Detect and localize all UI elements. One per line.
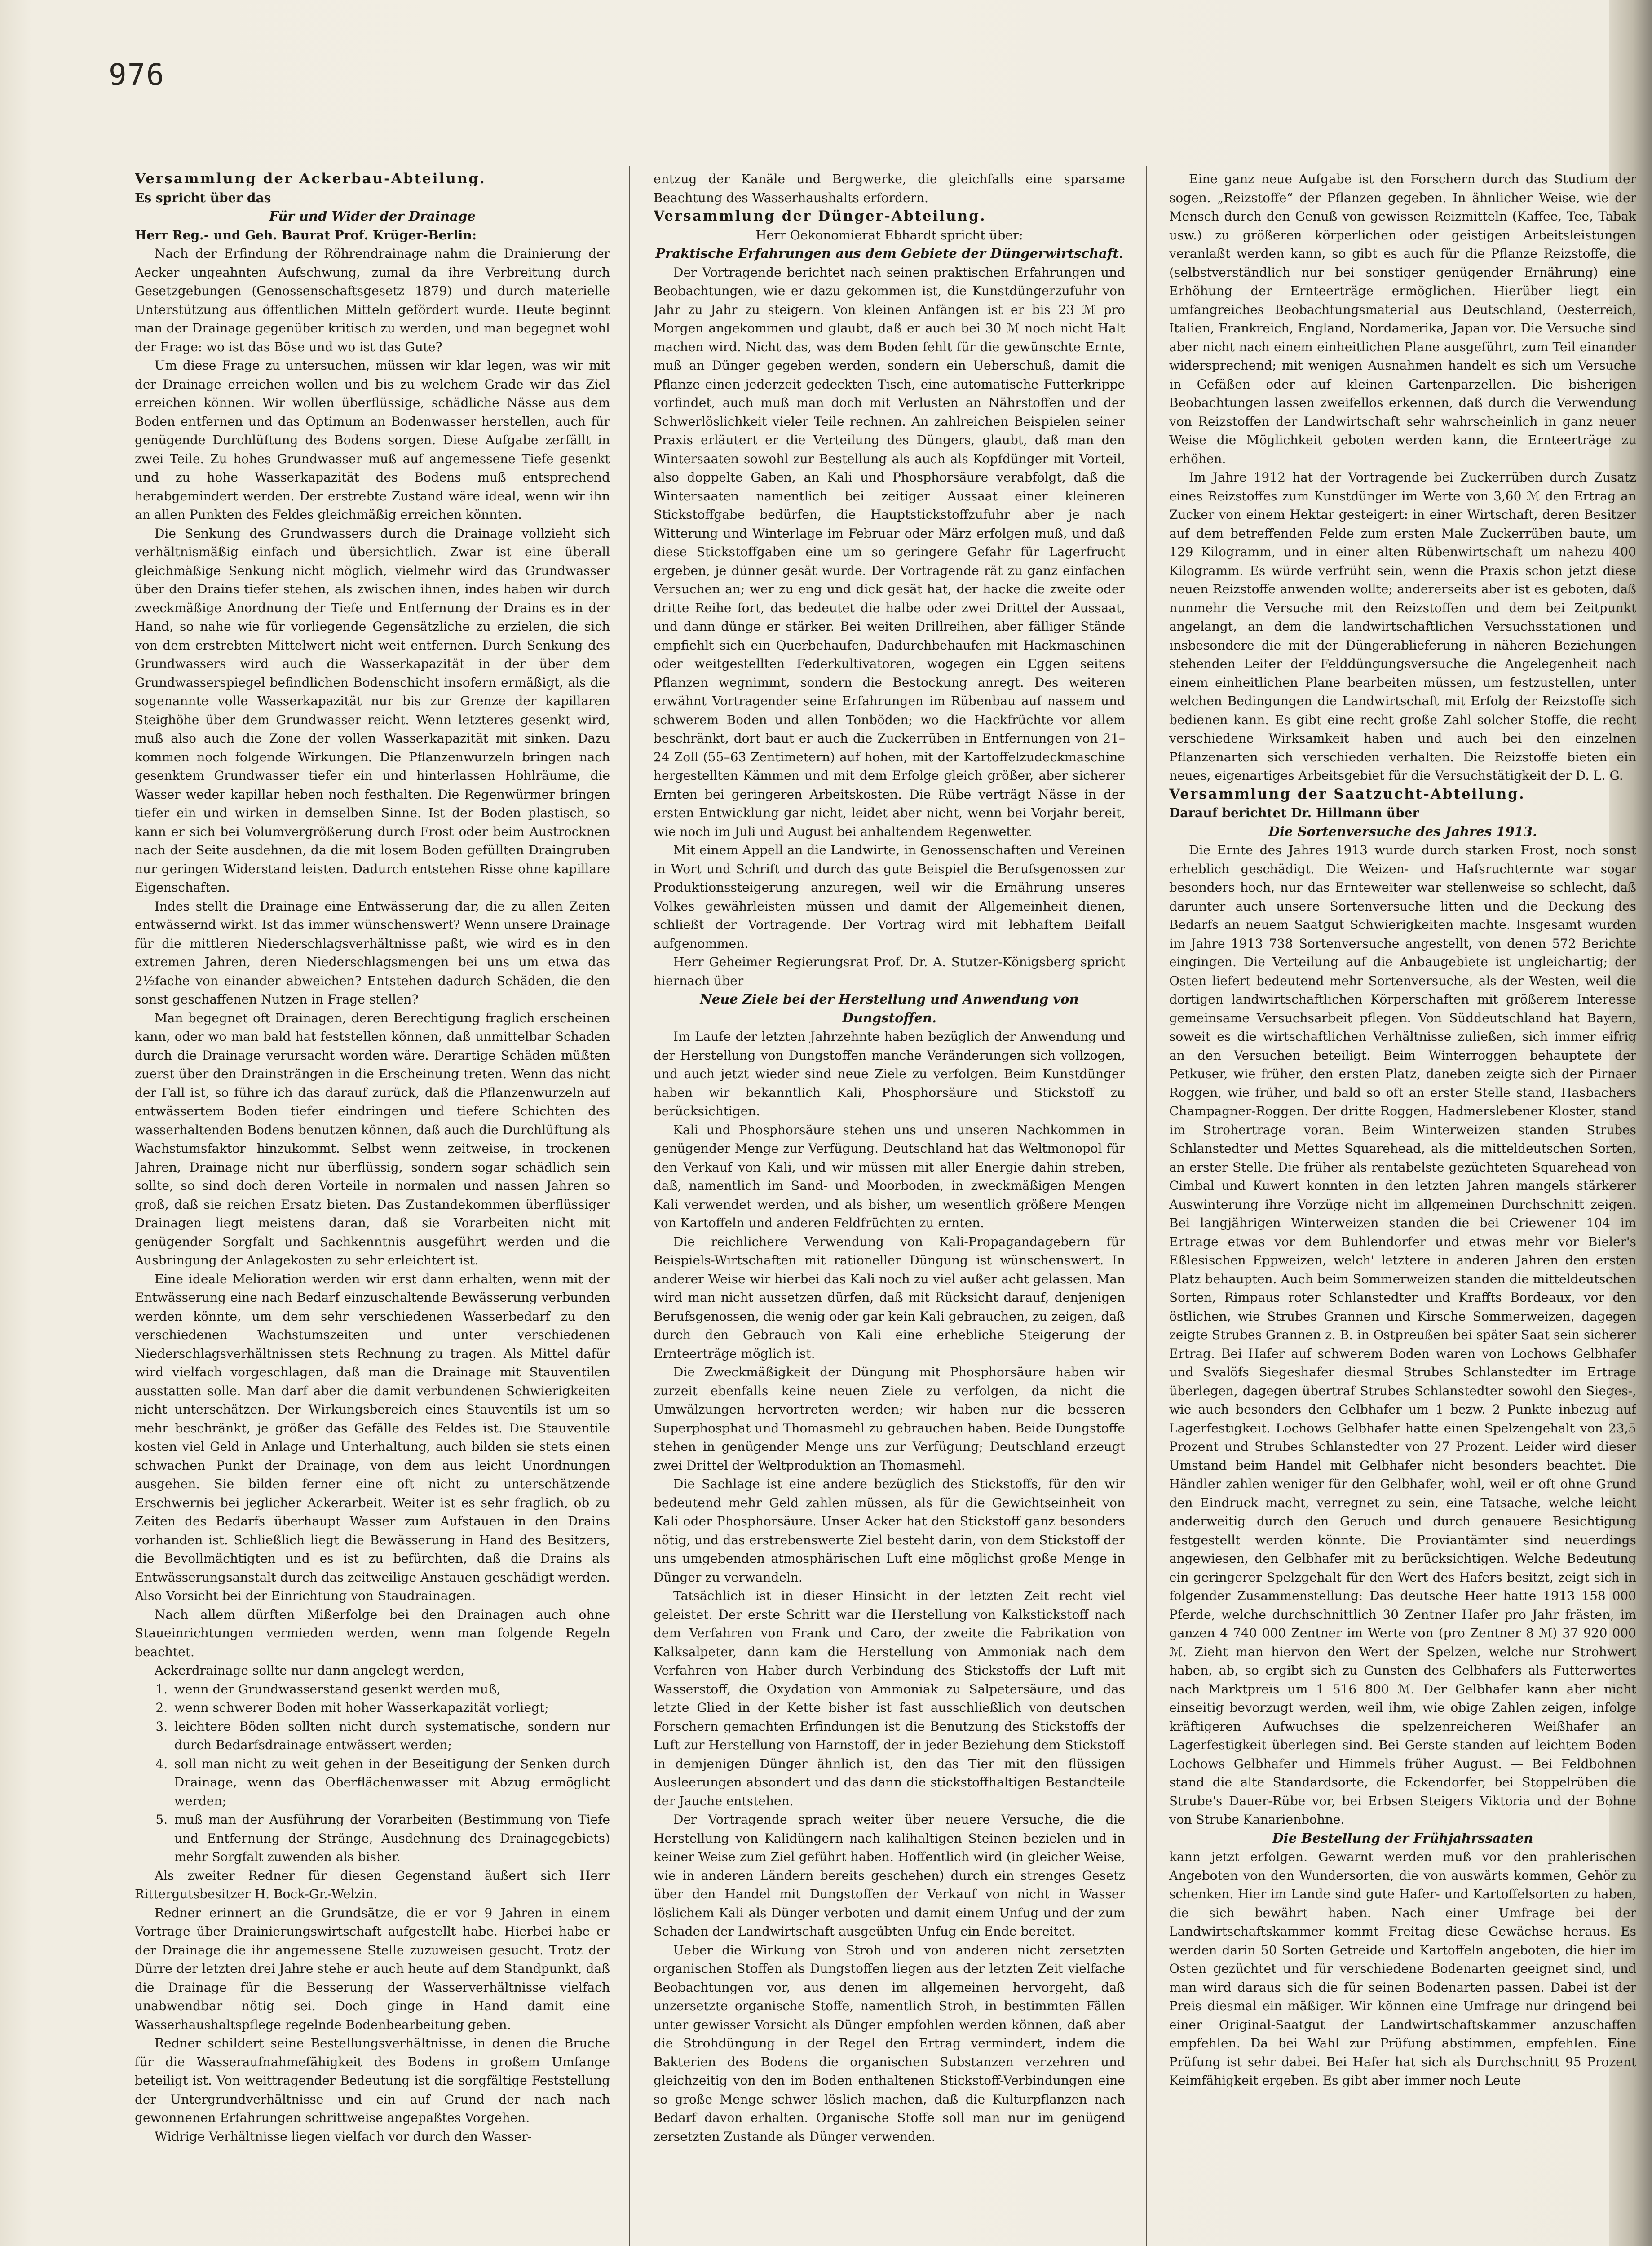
paragraph: Die Zweckmäßigkeit der Düngung mit Phosphorsäure haben wir zurzeit ebenfalls keine neuen Ziele zu verfolgen, da nicht die Umwälzungen hervortreten werden; wir haben nur die besseren Superphosphat und Thomasmehl zu gebrauchen haben. Beide Dungstoffe stehen in genügender Menge uns zur Verfügung; Deutschland erzeugt zwei Drittel der Weltproduktion an Thomasmehl. (654, 1365, 1125, 1473)
article-title-duengerwirtschaft: Praktische Erfahrungen aus dem Gebiete der Düngerwirtschaft. (655, 246, 1123, 261)
speaker-line: Herr Geheimer Regierungsrat Prof. Dr. A. Stutzer-Königsberg spricht hiernach über (654, 955, 1125, 988)
text-column-3 (1169, 170, 1636, 2246)
paragraph: Man begegnet oft Drainagen, deren Berechtigung fraglich erscheinen kann, oder wo man bald hat feststellen können, daß unmittelbar Schaden durch die Drainage verursacht worden wäre. Derartige Schäden müßten zuerst über den Drainsträngen in die Erscheinung treten. Wenn das nicht der Fall ist, so führe ich das darauf zurück, daß die Pflanzenwurzeln auf entwässertem Boden tiefer eindringen und tiefere Schichten des wasserhaltenden Bodens benutzen können, daß auch die Durchlüftung als Wachstumsfaktor hinzukommt. Selbst wenn zeitweise, in trockenen Jahren, Drainage nicht nur überflüssig, sondern sogar schädlich sein sollte, so sind doch deren Vorteile in normalen und nassen Jahren so groß, daß sie reichen Ersatz bieten. Das Zustandekommen überflüssiger Drainagen liegt meistens daran, daß sie Vorarbeiten nicht mit genügender Sorgfalt und Sachkenntnis ausgeführt werden und die Ausbringung der Anlagekosten zu sehr erleichtert ist. (135, 1010, 610, 1268)
list-item: 4. soll man nicht zu weit gehen in der Beseitigung der Senken durch Drainage, wenn das Oberflächenwasser mit Abzug ermöglicht werden; (172, 1755, 610, 1811)
paragraph: Als zweiter Redner für diesen Gegenstand äußert sich Herr Rittergutsbesitzer H. Bock-Gr.-Welzin. (135, 1868, 610, 1901)
paragraph: Redner schildert seine Bestellungsverhältnisse, in denen die Bruche für die Wasseraufnahmefähigkeit des Bodens in großem Umfange beteiligt ist. Von weittragender Bedeutung ist die sorgfältige Feststellung der Untergrundverhältnisse und ein auf Grund der nach nach gewonnenen Erfahrungen schrittweise angepaßtes Vorgehen. (135, 2036, 610, 2125)
page-number: 976 (109, 57, 165, 92)
paragraph: Der Vortragende berichtet nach seinen praktischen Erfahrungen und Beobachtungen, wie er dazu gekommen ist, die Kunstdüngerzufuhr von Jahr zu Jahr zu steigern. Von kleinen Anfängen ist er bis 23 ℳ pro Morgen angekommen und glaubt, daß er auch bei 30 ℳ noch nicht Halt machen wird. Nicht das, was dem Boden fehlt für die gewünschte Ernte, muß an Dünger gegeben werden, sondern ein Ueberschuß, damit die Pflanze einen jederzeit gedeckten Tisch, eine automatische Futterkrippe vorfindet, auch muß man doch mit Verlusten an Nährstoffen und der Schwerlöslichkeit vieler Teile rechnen. An zahlreichen Beispielen seiner Praxis erläutert er die Verteilung des Düngers, glaubt, daß man den Wintersaaten sowohl zur Bestellung als auch als Kopfdünger mit Vorteil, also doppelte Gaben, an Kali und Phosphorsäure verabfolgt, daß die Wintersaaten namentlich bei zeitiger Aussaat einer kleineren Stickstoffgabe bedürfen, die Hauptstickstoffzufuhr aber je nach Witterung und Winterlage im Februar oder März erfolgen muß, und daß diese Stickstoffgaben eine um so geringere Gefahr für Lagerfrucht ergeben, je dünner gesät wurde. Der Vortragende rät zu ganz einfachen Versuchen an; wer zu eng und dick gesät hat, der hacke die zweite oder dritte Reihe fort, das bedeutet die halbe oder zwei Drittel der Aussaat, und dann dünge er stärker. Bei weiten Drillreihen, aber fälliger Stände empfiehlt sich ein Querbehaufen, Dadurchbehaufen mit Hackmaschinen oder weitgestellten Federkultivatoren, wogegen ein Eggen seitens Pflanzen wegnimmt, sondern die Bestockung anregt. Des weiteren erwähnt Vortragender seine Erfahrungen im Rübenbau auf nassem und schwerem Boden und allen Tonböden; wo die Hackfrüchte vor allem beschränkt, dort baut er auch die Zuckerrüben in Entfernungen von 21–24 Zoll (55–63 Zentimetern) auf hohen, mit der Kartoffelzudeckmaschine hergestellten Kämmen und mit dem Erfolge gleich größer, aber sicherer Ernten bei geringeren Arbeitskosten. Die Rübe verträgt Nässe in der ersten Entwicklung gar nicht, leidet aber nicht, wenn bei Vorjahr bereit, wie noch im Juli und August bei anhaltendem Regenwetter. (654, 265, 1125, 839)
speaker-line: Herr Oekonomierat Ebhardt spricht über: (755, 227, 1023, 243)
paragraph: Der Vortragende sprach weiter über neuere Versuche, die die Herstellung von Kalidüngern nach kalihaltigen Steinen bezielen und in keiner Weise zum Ziel geführt haben. Hoffentlich wird (in gleicher Weise, wie in anderen Ländern bereits geschehen) durch ein strenges Gesetz über den Handel mit Dungstoffen der Verkauf von nicht in Wasser löslichem Kali als Dünger verboten und damit einem Unfug und der zum Schaden der Landwirtschaft ausgeübten Unfug ein Ende bereitet. (654, 1812, 1125, 1939)
paragraph: Die Senkung des Grundwassers durch die Drainage vollzieht sich verhältnismäßig einfach und übersichtlich. Zwar ist eine überall gleichmäßige Senkung nicht möglich, vielmehr wird das Grundwasser über den Drains tiefer stehen, als zwischen ihnen, indes haben wir durch zweckmäßige Anordnung der Tiefe und Entfernung der Drains es in der Hand, so nahe wie für vorliegende Gegensätzliche zu erzielen, die sich von dem erstrebten Mittelwert nicht weit entfernen. Durch Senkung des Grundwassers wird auch die Wasserkapazität in der über dem Grundwasserspiegel befindlichen Bodenschicht insofern ermäßigt, als die sogenannte volle Wasserkapazität nur bis zur Grenze der kapillaren Steighöhe über dem Grundwasser reicht. Wenn letzteres gesenkt wird, muß also auch die Zone der vollen Wasserkapazität mit sinken. Dazu kommen noch folgende Wirkungen. Die Pflanzenwurzeln bringen nach gesenktem Grundwasser tiefer ein und hinterlassen Hohlräume, die Wasser weder kapillar heben noch festhalten. Die Regenwürmer bringen tiefer ein und wirken in demselben Sinne. Ist der Boden plastisch, so kann er sich bei Volumvergrößerung durch Frost oder beim Austrocknen nach der Seite ausdehnen, da die mit losem Boden gefüllten Draingruben nur geringen Widerstand leisten. Dadurch entstehen Risse ohne kapillare Eigenschaften. (135, 526, 610, 895)
paragraph: Tatsächlich ist in dieser Hinsicht in der letzten Zeit recht viel geleistet. Der erste Schritt war die Herstellung von Kalkstickstoff nach dem Verfahren von Frank und Caro, der zweite die Fabrikation von Kalksalpeter, dann kam die Herstellung von Ammoniak nach dem Verfahren von Haber durch Verbindung des Stickstoffs der Luft mit Wasserstoff, die Oxydation von Ammoniak zu Salpetersäure, und das letzte Glied in der Kette bisher ist fast ausschließlich von deutschen Forschern gemachten Erfindungen ist die Benutzung des Stickstoffs der Luft zur Herstellung von Harnstoff, der in jeder Beziehung dem Stickstoff in demjenigen Dünger ähnlich ist, den das Tier mit den flüssigen Ausleerungen absondert und das dann die stickstoffhaltigen Bestandteile der Jauche entstehen. (654, 1588, 1125, 1808)
list-item: 2. wenn schwerer Boden mit hoher Wasserkapazität vorliegt; (172, 1698, 610, 1717)
text-column-2 (654, 170, 1125, 2246)
paragraph: Kali und Phosphorsäure stehen uns und unseren Nachkommen in genügender Menge zur Verfügung. Deutschland hat das Weltmonopol für den Verkauf von Kali, und wir müssen mit aller Energie dahin streben, daß, namentlich im Sand- und Moorboden, in zweckmäßigen Mengen Kali verwendet werden, und als bisher, um wesentlich größere Mengen von Kartoffeln und anderen Feldfrüchten zu ernten. (654, 1122, 1125, 1230)
paragraph: Die Sachlage ist eine andere bezüglich des Stickstoffs, für den wir bedeutend mehr Geld zahlen müssen, als für die Gewichtseinheit von Kali oder Phosphorsäure. Unser Acker hat den Stickstoff ganz besonders nötig, und das erstrebenswerte Ziel besteht darin, von dem Stickstoff der uns umgebenden atmosphärischen Luft eine möglichst große Menge in Dünger zu verwandeln. (654, 1477, 1125, 1585)
column-divider (1146, 166, 1147, 2246)
paragraph: Eine ganz neue Aufgabe ist den Forschern durch das Studium der sogen. „Reizstoffe“ der Pflanzen gegeben. In ähnlicher Weise, wie der Mensch durch den Genuß von gewissen Reizmitteln (Kaffee, Tee, Tabak usw.) zu größeren körperlichen oder geistigen Arbeitsleistungen veranlaßt werden kann, so gibt es auch für die Pflanze Reizstoffe, die (selbstverständlich nur bei sonstiger genügender Ernährung) eine Erhöhung der Ernteerträge ermöglichen. Hierüber liegt ein umfangreiches Beobachtungsmaterial aus Deutschland, Oesterreich, Italien, Frankreich, England, Nordamerika, Japan vor. Die Versuche sind aber nicht nach einem einheitlichen Plane ausgeführt, zum Teil einander widersprechend; mit wenigen Ausnahmen handelt es sich um Versuche in Gefäßen oder auf kleinen Gartenparzellen. Die bisherigen Beobachtungen lassen zweifellos erkennen, daß durch die Verwendung von Reizstoffen der Landwirtschaft sehr wahrscheinlich in ganz neuer Weise die Möglichkeit geboten werden kann, die Ernteerträge zu erhöhen. (1169, 172, 1636, 466)
paragraph: Mit einem Appell an die Landwirte, in Genossenschaften und Vereinen in Wort und Schrift und durch das gute Beispiel die Berufsgenossen zur Produktionssteigerung anzuregen, weil wir die Ernährung unseres Volkes gewährleisten müssen und damit der Allgemeinheit dienen, schließt der Vortragende. Der Vortrag wird mit lebhaftem Beifall aufgenommen. (654, 843, 1125, 951)
speaker-line: Darauf berichtet Dr. Hillmann über (1169, 805, 1419, 820)
text-column-1 (135, 170, 610, 2246)
article-title-drainage: Für und Wider der Drainage (269, 208, 476, 224)
column-divider (629, 166, 630, 2246)
paragraph: Nach allem dürften Mißerfolge bei den Drainagen auch ohne Staueinrichtungen vermieden werden, wenn man folgende Regeln beachtet. (135, 1607, 610, 1659)
section-heading-ackerbau: Versammlung der Ackerbau-Abteilung. (135, 171, 486, 187)
paragraph: Nach der Erfindung der Röhrendrainage nahm die Drainierung der Aecker ungeahnten Aufschwung, zumal da ihre Verbreitung durch Gesetzgebungen (Genossenschaftsgesetz 1879) und durch materielle Unterstützung aus öffentlichen Mitteln gefördert wurde. Heute beginnt man der Drainage gegenüber kritisch zu werden, und man begegnet wohl der Frage: wo ist das Böse und wo ist das Gute? (135, 246, 610, 354)
paragraph: Im Laufe der letzten Jahrzehnte haben bezüglich der Anwendung und der Herstellung von Dungstoffen manche Veränderungen sich vollzogen, und auch jetzt wieder sind neue Ziele zu verfolgen. Beim Kunstdünger haben wir bekanntlich Kali, Phosphorsäure und Stickstoff zu berücksichtigen. (654, 1029, 1125, 1119)
paragraph: Ackerdrainage sollte nur dann angelegt werden, (155, 1663, 464, 1678)
speaker-line: Herr Reg.- und Geh. Baurat Prof. Krüger-Berlin: (135, 227, 477, 243)
article-title-fruehjahrssaaten: Die Bestellung der Frühjahrssaaten (1272, 1830, 1533, 1846)
paragraph: Im Jahre 1912 hat der Vortragende bei Zuckerrüben durch Zusatz eines Reizstoffes zum Kunstdünger im Werte von 3,60 ℳ den Ertrag an Zucker von einem Hektar gesteigert: in einer Wirtschaft, deren Besitzer auf dem betreffenden Felde zum ersten Male Zuckerrüben baute, um 129 Kilogramm, und in einer alten Rübenwirtschaft um nahezu 400 Kilogramm. Es würde verfrüht sein, wenn die Praxis schon jetzt diese neuen Reizstoffe anwenden wollte; andererseits aber ist es geboten, daß nunmehr die Versuche mit den Reizstoffen und dem bei Zeitpunkt angelangt, an dem die landwirtschaftlichen Versuchsstationen und insbesondere die mit der Düngerablieferung in näheren Beziehungen stehenden Leiter der Felddüngungsversuche die Angelegenheit nach einem einheitlichen Plane bearbeiten müssen, um festzustellen, unter welchen Bedingungen die Landwirtschaft mit Erfolg der Reizstoffe sich bedienen kann. Es gibt eine recht große Zahl solcher Stoffe, die recht verschiedene Wirksamkeit haben und auch bei den einzelnen Pflanzenarten sich verschieden verhalten. Die Reizstoffe bieten ein neues, eigenartiges Arbeitsgebiet für die Versuchstätigkeit der D. L. G. (1169, 470, 1636, 783)
paragraph: Die reichlichere Verwendung von Kali-Propagandagebern für Beispiels-Wirtschaften mit rationeller Düngung ist wünschenswert. In anderer Weise wir hierbei das Kali noch zu viel außer acht gelassen. Man wird man nicht aussetzen dürfen, daß mit Rücksicht darauf, denjenigen Berufsgenossen, die wenig oder gar kein Kali gebrauchen, zu zeigen, daß durch den Gebrauch von Kali eine erhebliche Steigerung der Ernteerträge möglich ist. (654, 1234, 1125, 1361)
article-title-dungstoffe: Neue Ziele bei der Herstellung und Anwendung von Dungstoffen. (700, 991, 1079, 1026)
paragraph: Um diese Frage zu untersuchen, müssen wir klar legen, was wir mit der Drainage erreichen wollen und bis zu welchem Grade wir das Ziel erreichen können. Wir wollen überflüssige, schädliche Nässe aus dem Boden entfernen und das Optimum an Bodenwasser herstellen, auch für genügende Durchlüftung des Bodens sorgen. Diese Aufgabe zerfällt in zwei Teile. Zu hohes Grundwasser muß auf angemessene Tiefe gesenkt und zu hohe Wasserkapazität des Bodens muß entsprechend herabgemindert werden. Der erstrebte Zustand wäre ideal, wenn wir ihn an allen Punkten des Feldes gleichmäßig erreichen könnten. (135, 358, 610, 522)
paragraph: Eine ideale Melioration werden wir erst dann erhalten, wenn mit der Entwässerung eine nach Bedarf einzuschaltende Bewässerung verbunden werden könnte, um dem sehr verschiedenen Wasserbedarf zu den verschiedenen Wachstumszeiten und unter verschiedenen Niederschlagsverhältnissen stets Rechnung zu tragen. Als Mittel dafür wird vielfach vorgeschlagen, daß man die Drainage mit Stauventilen ausstatten solle. Man darf aber die damit verbundenen Schwierigkeiten nicht unterschätzen. Der Wirkungsbereich eines Stauventils ist um so mehr beschränkt, je größer das Gefälle des Feldes ist. Die Stauventile kosten viel Geld in Anlage und Unterhaltung, auch bilden sie stets einen schwachen Punkt der Drainage, von dem aus leicht Unordnungen ausgehen. Sie bilden ferner eine oft nicht zu unterschätzende Erschwernis bei jeglicher Ackerarbeit. Weiter ist es sehr fraglich, ob zu Zeiten des Bedarfs überhaupt Wasser zum Aufstauen in den Drains vorhanden ist. Schließlich liegt die Bewässerung in Hand des Besitzers, die Bevollmächtigten und es ist zu befürchten, daß die Drains als Entwässerungsanstalt durch das zeitweilige Anstauen geschädigt werden. Also Vorsicht bei der Einrichtung von Staudrainagen. (135, 1271, 610, 1603)
paragraph: entzug der Kanäle und Bergwerke, die gleichfalls eine sparsame Beachtung des Wasserhaushalts erfordern. (654, 172, 1125, 205)
paragraph: Redner erinnert an die Grundsätze, die er vor 9 Jahren in einem Vortrage über Drainierungswirtschaft aufgestellt habe. Hierbei habe er der Drainage die ihr angemessene Stelle zuzuweisen gesucht. Trotz der Dürre der letzten drei Jahre stehe er auch heute auf dem Standpunkt, daß die Drainage für die Besserung der Wasserverhältnisse vielfach unabwendbar nötig sei. Doch ginge in Hand damit eine Wasserhaushaltspflege regelnde Bodenbearbeitung geben. (135, 1905, 610, 2032)
paragraph: Die Ernte des Jahres 1913 wurde durch starken Frost, noch sonst erheblich geschädigt. Die Weizen- und Hafsruchternte war sogar besonders hoch, nur das Ernteweiter war stellenweise so schlecht, daß darunter auch unsere Sortenversuche litten und die Deckung des Bedarfs an neuem Saatgut Schwierigkeiten machte. Insgesamt wurden im Jahre 1913 738 Sortenversuche angestellt, von denen 572 Berichte eingingen. Die Verteilung auf die Anbaugebiete ist ungleichartig; der Osten liefert bedeutend mehr Sortenversuche, als der Westen, weil die dortigen landwirtschaftlichen Körperschaften mit größerem Interesse gemeinsame Versuchsarbeit pflegen. Von Süddeutschland hat Bayern, soweit es die wirtschaftlichen Verhältnisse zuließen, sich immer eifrig an den Versuchen beteiligt. Beim Winterroggen behauptete der Petkuser, wie früher, den ersten Platz, daneben zeigte sich der Pirnaer Roggen, wie früher, und bald so oft an erster Stelle stand, Hasbachers Champagner-Roggen. Der dritte Roggen, Hadmerslebener Kloster, stand im Strohertrage voran. Beim Winterweizen standen Strubes Schlanstedter und Mettes Squarehead, als die mitteldeutschen Sorten, an erster Stelle. Die früher als rentabelste gezüchteten Squarehead von Cimbal und Kuwert konnten in den letzten Jahren mangels stärkerer Auswinterung ihre Vorzüge nicht im allgemeinen Durchschnitt zeigen. Bei langjährigen Winterweizen standen die bei Criewener 104 im Ertrage etwas vor dem Buhlendorfer und etwas mehr vor Bieler's Eßlesischen Eppweizen, welch' letztere in anderen Jahren den ersten Platz behaupten. Auch beim Sommerweizen standen die mitteldeutschen Sorten, Rimpaus roter Schlanstedter und Kraffts Bordeaux, vor den östlichen, wie Strubes Grannen und Kirsche Sommerweizen, dagegen zeigte Strubes Grannen z. B. in Ostpreußen bei später Saat sein sicherer Ertrag. Bei Hafer auf schwerem Boden waren von Lochows Gelbhafer und Svalöfs Siegeshafer diesmal Strubes Schlanstedter im Ertrage überlegen, dagegen übertraf Strubes Schlanstedter sowohl den Sieges-, wie auch besonders den Gelbhafer um 1 bezw. 2 Punkte inbezug auf Lagerfestigkeit. Lochows Gelbhafer hatte einen Spelzengehalt von 23,5 Prozent und Strubes Schlanstedter von 27 Prozent. Leider wird dieser Umstand beim Handel mit Gelbhafer nicht besonders beachtet. Die Händler zahlen weniger für den Gelbhafer, wohl, weil er oft ohne Grund den Eindruck macht, verregnet zu sein, eine Tatsache, welche leicht anderweitig durch den Geruch und durch genauere Besichtigung festgestellt werden könnte. Die Proviantämter sind neuerdings angewiesen, den Gelbhafer mit zu berücksichtigen. Welche Bedeutung ein geringerer Spelzgehalt für den Wert des Hafers besitzt, zeigt sich in folgender Zusammenstellung: Das deutsche Heer hatte 1913 158 000 Pferde, welche durchschnittlich 30 Zentner Hafer pro Jahr frästen, im ganzen 4 740 000 Zentner im Werte von (pro Zentner 8 ℳ) 37 920 000 ℳ. Zieht man hiervon den Wert der Spelzen, welche nur Strohwert haben, ab, so ergibt sich zu Gunsten des Gelbhafers als Futterwertes nach Marktpreis um 1 516 800 ℳ. Der Gelbhafer kann aber nicht einseitig bevorzugt werden, weil ihm, wie obige Zahlen zeigen, infolge kräftigeren Aufwuchses die spelzenreicheren Weißhafer an Lagerfestigkeit überlegen sind. Bei Gerste standen auf leichtem Boden Lochows Gelbhafer und Himmels früher August. — Bei Feldbohnen stand die alte Standardsorte, die Eckendorfer, bei Stoppelrüben die Strube's Dauer-Rübe vor, bei Erbsen Steigers Viktoria und der Bohne von Strube Kanarienbohne. (1169, 843, 1636, 1827)
section-heading-saatzucht: Versammlung der Saatzucht-Abteilung. (1169, 786, 1525, 802)
drainage-rules-list (135, 1680, 610, 1866)
paragraph: Widrige Verhältnisse liegen vielfach vor durch den Wasser- (155, 2129, 532, 2144)
list-item: 1. wenn der Grundwasserstand gesenkt werden muß, (172, 1680, 610, 1699)
paragraph: Ueber die Wirkung von Stroh und von anderen nicht zersetzten organischen Stoffen als Dungstoffen liegen aus der letzten Zeit vielfache Beobachtungen vor, aus denen im allgemeinen hervorgeht, daß unzersetzte organische Stoffe, namentlich Stroh, in bestimmten Fällen unter gewisser Vorsicht als Dünger empfohlen werden können, daß aber die Strohdüngung in der Regel den Ertrag vermindert, indem die Bakterien des Bodens die organischen Substanzen verzehren und gleichzeitig von den im Boden enthaltenen Stickstoff-Verbindungen eine so große Menge schwer löslich machen, daß die Kulturpflanzen nach Bedarf davon erhalten. Organische Stoffe soll man nur im genügend zersetzten Zustande als Dünger verwenden. (654, 1942, 1125, 2144)
article-title-sortenversuche: Die Sortenversuche des Jahres 1913. (1268, 823, 1537, 839)
paragraph: kann jetzt erfolgen. Gewarnt werden muß vor den prahlerischen Angeboten von den Wundersorten, die von auswärts kommen, Gehör zu schenken. Hier im Lande sind gute Hafer- und Kartoffelsorten zu haben, die sich bewährt haben. Nach einer Umfrage bei der Landwirtschaftskammer kommt Freitag diese Gewächse heraus. Es werden darin 50 Sorten Getreide und Kartoffeln angeboten, die hier im Osten gezüchtet und für verschiedene Bodenarten geeignet sind, und man wird daraus sich die für seinen Bodenarten passen. Dabei ist der Preis diesmal ein mäßiger. Wir können eine Umfrage nur dringend bei einer Original-Saatgut der Landwirtschaftskammer anzuschaffen empfehlen. Da bei Wahl zur Prüfung abstimmen, empfehlen. Eine Prüfung ist sehr dabei. Bei Hafer hat sich als Durchschnitt 95 Prozent Keimfähigkeit ergeben. Es gibt aber immer noch Leute (1169, 1849, 1636, 2088)
section-heading-duenger: Versammlung der Dünger-Abteilung. (654, 208, 986, 224)
intro-line: Es spricht über das (135, 190, 271, 205)
list-item: 3. leichtere Böden sollten nicht durch systematische, sondern nur durch Bedarfsdrainage entwässert werden; (172, 1717, 610, 1755)
paragraph: Indes stellt die Drainage eine Entwässerung dar, die zu allen Zeiten entwässernd wirkt. Ist das immer wünschenswert? Wenn unsere Drainage für die mittleren Niederschlagsverhältnisse paßt, wie wird es in den extremen Jahren, deren Niederschlagsmengen bei uns um etwa das 2½fache von einander abweichen? Entstehen dadurch Schäden, die den sonst geschaffenen Nutzen in Frage stellen? (135, 898, 610, 1007)
list-item: 5. muß man der Ausführung der Vorarbeiten (Bestimmung von Tiefe und Entfernung der Stränge, Ausdehnung des Drainagegebiets) mehr Sorgfalt zuwenden als bisher. (172, 1810, 610, 1866)
